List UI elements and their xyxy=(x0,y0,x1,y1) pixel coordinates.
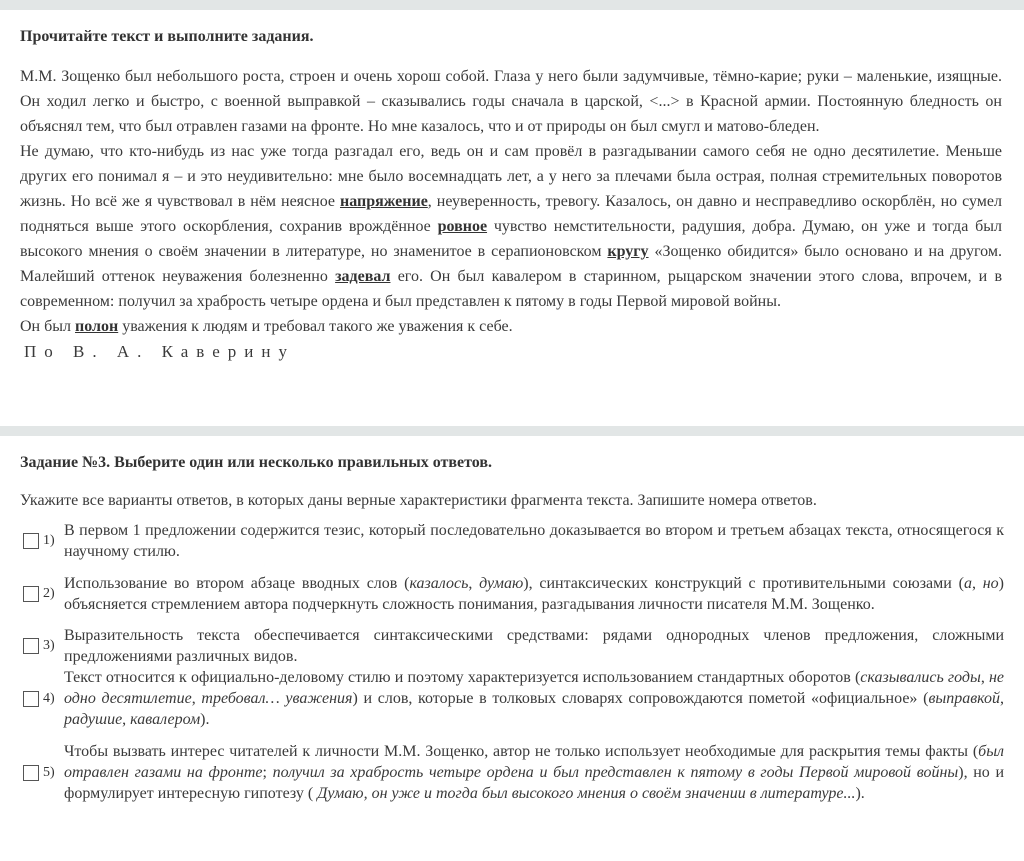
reading-heading: Прочитайте текст и выполните задания. xyxy=(20,28,314,45)
highlighted-word: кругу xyxy=(607,243,649,260)
paragraph-1: М.М. Зощенко был небольшого роста, строен и очень хорош собой. Глаза у него были задумчивые, тёмно-карие; руки – маленькие, изящные. Он ходил легко и быстро, с военной выправкой – сказывались годы сначала в царской, <...> в Красной армии. Постоянную бледность он объяснял тем, что был отравлен газами на фронте. Но мне казалось, что и от природы он был смугл и матово-бледен. xyxy=(20,68,1002,135)
answer-options xyxy=(20,520,1004,815)
task-instruction: Укажите все варианты ответов, в которых даны верные характеристики фрагмента текста. Запишите номера ответов. xyxy=(20,492,817,509)
answer-checkbox-5[interactable] xyxy=(23,765,39,781)
option-number: 5) xyxy=(43,764,55,780)
option-text: Использование во втором абзаце вводных слов (казалось, думаю), синтаксических конструкций с противительными союзами (а, но) объясняется стремлением автора подчеркнуть сложность понимания, разгадывания личности писателя М.М. Зощенко. xyxy=(64,574,1004,613)
option-text: Текст относится к официально-деловому стилю и поэтому характеризуется использованием стандартных оборотов (сказывались годы, не одно десятилетие, требовал… уважения) и слов, которые в толковых словарях сопровождаются пометой «официальное» (выправкой, радушие, кавалером). xyxy=(64,669,1005,728)
highlighted-word: полон xyxy=(75,318,119,335)
answer-checkbox-4[interactable] xyxy=(23,691,39,707)
top-divider-band xyxy=(0,0,1024,10)
highlighted-word: задевал xyxy=(335,268,391,285)
answer-option-4 xyxy=(20,667,1004,730)
section-divider-band xyxy=(0,426,1024,436)
option-text: В первом 1 предложении содержится тезис, который последовательно доказывается во втором и третьем абзацах текста, относящегося к научному стилю. xyxy=(64,522,1004,560)
answer-checkbox-1[interactable] xyxy=(23,533,39,549)
answer-checkbox-2[interactable] xyxy=(23,586,39,602)
option-number: 2) xyxy=(43,585,55,601)
paragraph-3: Он был полон уважения к людям и требовал такого же уважения к себе. xyxy=(20,318,513,335)
option-text: Чтобы вызвать интерес читателей к личности М.М. Зощенко, автор не только использует необходимые для раскрытия темы факты (был отравлен газами на фронте; получил за храбрость четыре ордена и был представлен к пятому в годы Первой мировой войны), но и формулирует интересную гипотезу ( Думаю, он уже и тогда был высокого мнения о своём значении в литературе...). xyxy=(64,743,1005,802)
option-text: Выразительность текста обеспечивается синтаксическими средствами: рядами однородных членов предложения, сложными предложениями различных видов. xyxy=(64,627,1004,665)
author-attribution: По В. А. Каверину xyxy=(24,342,295,361)
answer-option-3 xyxy=(20,625,1004,667)
answer-option-5 xyxy=(20,730,1004,815)
highlighted-word: напряжение xyxy=(339,193,428,210)
answer-checkbox-3[interactable] xyxy=(23,638,39,654)
paragraph-2: Не думаю, что кто-нибудь из нас уже тогда разгадал его, ведь он и сам провёл в разгадывании самого себя не одно десятилетие. Меньше других его понимал я – и это неудивительно: мне было восемнадцать лет, а у него за плечами была острая, полная стремительных поворотов жизнь. Но всё же я чувствовал в нём неясное напряжение, неуверенность, тревогу. Казалось, он давно и несправедливо оскорблён, но сумел подняться выше этого оскорбления, сохранив врождённое ровное чувство немстительности, радушия, добра. Думаю, он уже и тогда был высокого мнения о своём значении в литературе, но знаменитое в серапионовском кругу «Зощенко обидится» было основано и на другом. Малейший оттенок неуважения болезненно задевал его. Он был кавалером в старинном, рыцарском значении этого слова, впрочем, и в современном: получил за храбрость четыре ордена и был представлен к пятому в годы Первой мировой войны. xyxy=(20,143,1003,310)
highlighted-word: ровное xyxy=(437,218,488,235)
option-number: 1) xyxy=(43,533,55,548)
answer-option-1 xyxy=(20,520,1004,562)
task-heading: Задание №3. Выберите один или несколько правильных ответов. xyxy=(20,454,493,471)
answer-option-2 xyxy=(20,562,1004,625)
option-number: 4) xyxy=(43,690,55,706)
option-number: 3) xyxy=(43,638,55,653)
reading-text xyxy=(20,64,1002,364)
